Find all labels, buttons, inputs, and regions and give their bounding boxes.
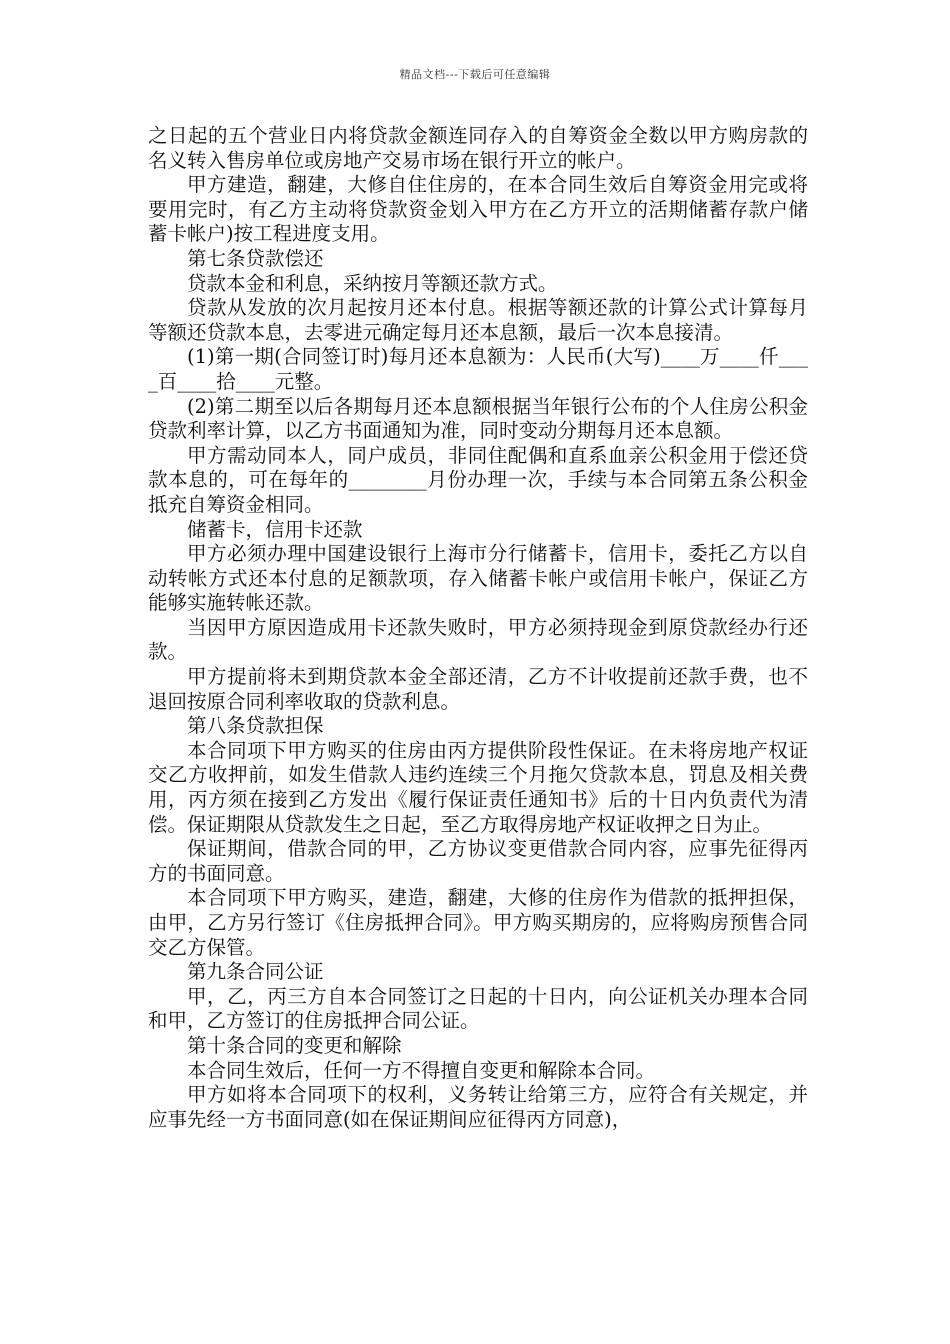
paragraph: 甲，乙，丙三方自本合同签订之日起的十日内，向公证机关办理本合同和甲，乙方签订的住房抵押合同公证。: [148, 984, 808, 1033]
paragraph: 之日起的五个营业日内将贷款金额连同存入的自筹资金全数以甲方购房款的名义转入售房单位或房地产交易市场在银行开立的帐户。: [148, 124, 808, 172]
paragraph: 甲方需动同本人，同户成员，非同住配偶和直系血亲公积金用于偿还贷款本息的，可在每年的________月份办理一次，手续与本合同第五条公积金抵充自筹资金相同。: [148, 443, 808, 516]
paragraph: 保证期间，借款合同的甲，乙方协议变更借款合同内容，应事先征得丙方的书面同意。: [148, 837, 808, 885]
paragraph: 本合同项下甲方购买的住房由丙方提供阶段性保证。在未将房地产权证交乙方收押前，如发生借款人违约连续三个月拖欠贷款本息，罚息及相关费用，丙方须在接到乙方发出《履行保证责任通知书》后的十日内负责代为清偿。保证期限从贷款发生之日起，至乙方取得房地产权证收押之日为止。: [148, 738, 808, 836]
paragraph: 甲方建造，翻建，大修自住住房的，在本合同生效后自筹资金用完或将要用完时，有乙方主动将贷款资金划入甲方在乙方开立的活期储蓄存款户储蓄卡帐户)按工程进度支用。: [148, 173, 808, 246]
paragraph: (2)第二期至以后各期每月还本息额根据当年银行公布的个人住房公积金贷款利率计算，以乙方书面通知为准，同时变动分期每月还本息额。: [148, 394, 808, 443]
section-heading: 第八条贷款担保: [187, 714, 324, 738]
paragraph: 当因甲方原因造成用卡还款失败时，甲方必须持现金到原贷款经办行还款。: [148, 615, 808, 664]
paragraph: 甲方如将本合同项下的权利，义务转让给第三方，应符合有关规定，并应事先经一方书面同意(如在保证期间应征得丙方同意)，: [148, 1083, 808, 1131]
paragraph: 贷款从发放的次月起按月还本付息。根据等额还款的计算公式计算每月等额还贷款本息，去零进元确定每月还本息额，最后一次本息接清。: [148, 296, 808, 344]
paragraph: 本合同生效后，任何一方不得擅自变更和解除本合同。: [187, 1058, 656, 1082]
paragraph: 贷款本金和利息，采纳按月等额还款方式。: [187, 271, 558, 295]
section-heading: 第十条合同的变更和解除: [187, 1033, 402, 1057]
page-header: 精品文档---下载后可任意编辑: [399, 68, 551, 81]
paragraph: (1)第一期(合同签订时)每月还本息额为：人民币(大写)____万____仟____百____拾____元整。: [148, 345, 808, 393]
section-heading: 第九条合同公证: [187, 960, 324, 984]
paragraph: 本合同项下甲方购买，建造，翻建，大修的住房作为借款的抵押担保，由甲，乙方另行签订《住房抵押合同》。甲方购买期房的，应将购房预售合同交乙方保管。: [148, 886, 808, 959]
document-body: [148, 124, 808, 1132]
section-heading: 第七条贷款偿还: [187, 246, 324, 270]
section-heading: 储蓄卡，信用卡还款: [187, 517, 363, 541]
paragraph: 甲方提前将未到期贷款本金全部还清，乙方不计收提前还款手费，也不退回按原合同利率收取的贷款利息。: [148, 665, 808, 713]
paragraph: 甲方必须办理中国建设银行上海市分行储蓄卡，信用卡，委托乙方以自动转帐方式还本付息的足额款项，存入储蓄卡帐户或信用卡帐户，保证乙方能够实施转帐还款。: [148, 542, 808, 615]
